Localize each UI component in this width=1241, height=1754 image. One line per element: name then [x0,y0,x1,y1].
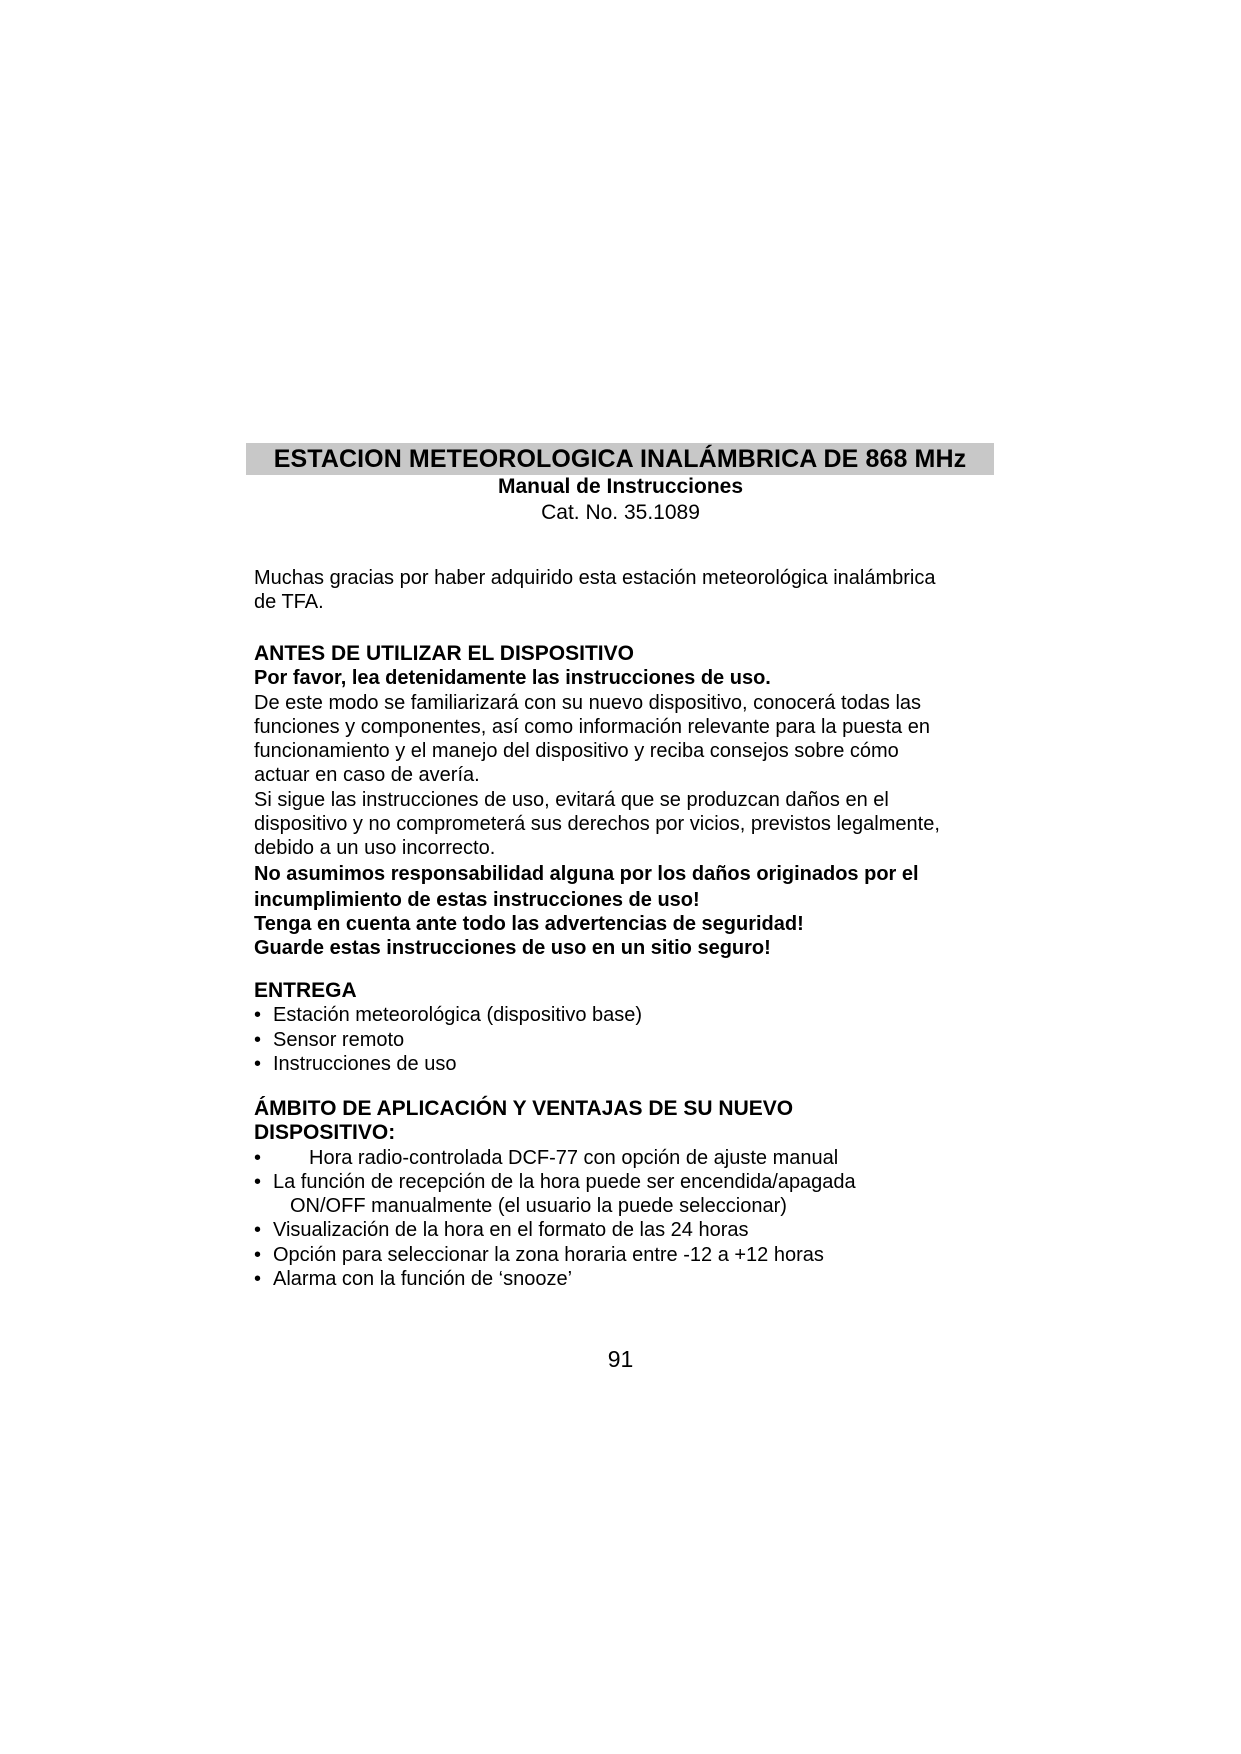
warning-line: incumplimiento de estas instrucciones de uso! [254,888,700,911]
scope-item-text: Hora radio-controlada DCF-77 con opción de ajuste manual [309,1146,839,1169]
scope-item-text: La función de recepción de la hora puede ser encendida/apagada [273,1170,856,1193]
before-use-heading: ANTES DE UTILIZAR EL DISPOSITIVO [254,642,634,665]
warning-line: Guarde estas instrucciones de uso en un sitio seguro! [254,937,771,960]
scope-item: • Opción para seleccionar la zona horaria entre -12 a +12 horas [254,1243,1014,1267]
page-number: 91 [607,1346,634,1372]
delivery-list [254,1003,1014,1076]
intro-line: de TFA. [254,591,324,614]
delivery-item: • Sensor remoto [254,1028,1014,1052]
intro-section [254,566,1014,615]
catalog-number: Cat. No. 35.1089 [541,501,700,524]
delivery-section [254,979,1014,1076]
paragraph-line: funcionamiento y el manejo del dispositivo y reciba consejos sobre cómo [254,740,899,763]
scope-heading-continued: DISPOSITIVO: [254,1121,396,1145]
scope-item: • Visualización de la hora en el formato de las 24 horas [254,1218,1014,1242]
before-use-bold-intro: Por favor, lea detenidamente las instrucciones de uso. [254,667,771,690]
scope-heading: ÁMBITO DE APLICACIÓN Y VENTAJAS DE SU NUEVO [254,1097,794,1120]
delivery-heading: ENTREGA [254,979,357,1002]
manual-subtitle: Manual de Instrucciones [497,475,744,498]
document-title: ESTACION METEOROLOGICA INALÁMBRICA DE 868 MHz [273,444,967,473]
scope-item-text-continued: ON/OFF manualmente (el usuario la puede seleccionar) [290,1195,787,1218]
scope-list [254,1146,1014,1292]
scope-section [254,1097,1014,1291]
title-banner [246,443,994,475]
before-use-section [254,642,1014,961]
delivery-item: • Estación meteorológica (dispositivo base) [254,1003,1014,1027]
paragraph-line: Si sigue las instrucciones de uso, evitará que se produzcan daños en el [254,788,889,811]
scope-item [254,1170,1014,1219]
intro-line: Muchas gracias por haber adquirido esta estación meteorológica inalámbrica [254,567,936,589]
paragraph-line: De este modo se familiarizará con su nuevo dispositivo, conocerá todas las [254,691,922,714]
paragraph-line: funciones y componentes, así como información relevante para la puesta en [254,715,930,738]
paragraph-line: dispositivo y no comprometerá sus derechos por vicios, previstos legalmente, [254,813,940,836]
scope-item: • Alarma con la función de ‘snooze’ [254,1267,1014,1291]
paragraph-line: actuar en caso de avería. [254,764,480,787]
paragraph-line: debido a un uso incorrecto. [254,837,496,860]
delivery-item: • Instrucciones de uso [254,1052,1014,1076]
scope-item [254,1146,1014,1170]
warning-line: No asumimos responsabilidad alguna por los daños originados por el [254,862,919,885]
warning-line: Tenga en cuenta ante todo las advertencias de seguridad! [254,912,804,935]
